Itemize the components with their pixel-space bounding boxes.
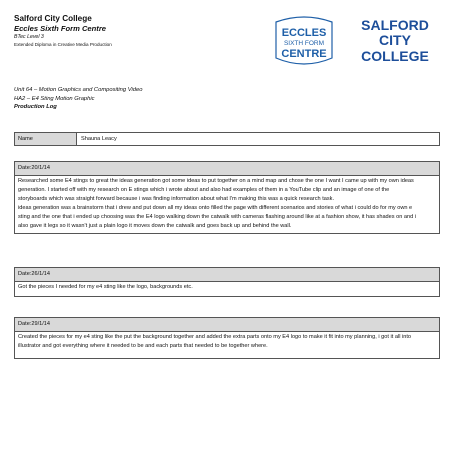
entry-body bbox=[15, 282, 439, 296]
college-name: Salford City College bbox=[14, 14, 92, 23]
entry-line: storyboards which was straight forward because i was finding information about what I'm making this was a quick research task. bbox=[18, 196, 335, 203]
name-row bbox=[14, 132, 440, 146]
entry-body bbox=[15, 176, 439, 233]
entry-date: Date:26/1/14 bbox=[15, 268, 439, 282]
course-text: Extended Diploma in Creative Media Production bbox=[14, 42, 112, 47]
log-entry bbox=[14, 317, 440, 359]
name-value: Shauna Leacy bbox=[81, 136, 117, 142]
name-label: Name bbox=[15, 133, 77, 145]
level-text: BTec Level 3 bbox=[14, 34, 44, 40]
header-block bbox=[14, 14, 112, 48]
entry-date: Date:20/1/14 bbox=[15, 162, 439, 176]
sixth-form-name: Eccles Sixth Form Centre bbox=[14, 24, 107, 33]
assignment-title: HA2 – E4 Sting Motion Graphic bbox=[14, 95, 95, 102]
entry-line: Got the pieces I needed for my e4 sting like the logo, backgrounds etc. bbox=[18, 284, 193, 290]
salford-logo-line2: CITY bbox=[379, 32, 411, 48]
entry-line: also gave it legs so it wasn't just a plain logo it moves down the catwalk and goes back up and behind the wall. bbox=[18, 223, 292, 230]
entry-line: sting and the one that i ended up choosing was the E4 logo walking down the catwalk with cameras flashing around like at a fashion show, it has shades on and i bbox=[18, 214, 417, 221]
log-entry bbox=[14, 267, 440, 297]
unit-block bbox=[14, 86, 142, 112]
entry-line: Researched some E4 stings to great the ideas generation got some ideas to put together on a mind map and chose the one I want I came up with my own ideas bbox=[18, 178, 414, 184]
salford-logo bbox=[345, 16, 445, 66]
salford-logo-line3: COLLEGE bbox=[361, 48, 429, 64]
entry-line: ideas generation was a brainstorm that i drew and put down all my ideas onto filled the page with different scenarios and stories of what i could do for my own e bbox=[18, 205, 413, 212]
entry-date: Date:29/1/14 bbox=[15, 318, 439, 332]
log-title: Production Log bbox=[14, 104, 57, 110]
eccles-logo bbox=[273, 14, 335, 70]
eccles-logo-line1: ECCLES bbox=[281, 27, 327, 39]
eccles-logo-line3: CENTRE bbox=[281, 48, 327, 60]
log-entry bbox=[14, 161, 440, 234]
entry-line: Created the pieces for my e4 sting like the put the background together and added the extra parts onto my E4 logo to make it fit into my planning, i got it all into bbox=[18, 334, 412, 340]
entry-line: generation. I started off with my research on E stings which i wrote about and also had examples of them in a YouTube clip and an image of one of the bbox=[18, 187, 390, 194]
entry-body bbox=[15, 332, 439, 358]
salford-logo-line1: SALFORD bbox=[361, 17, 429, 33]
entry-line: illustrator and got everything where it needed to be and each parts that needed to be together where. bbox=[18, 343, 268, 350]
unit-title: Unit 64 – Motion Graphics and Compositing Video bbox=[14, 87, 143, 93]
eccles-logo-line2: SIXTH FORM bbox=[283, 40, 325, 47]
